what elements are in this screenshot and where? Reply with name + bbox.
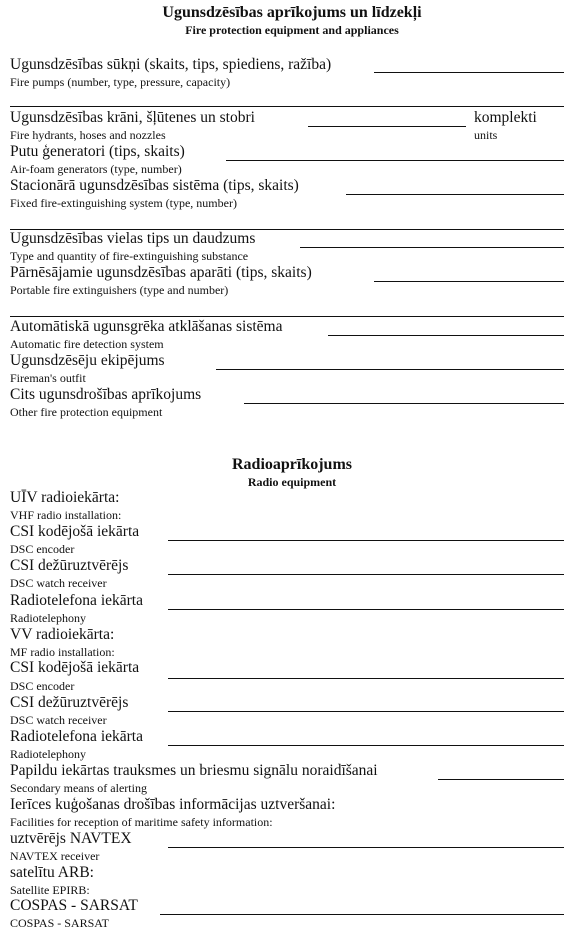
secondary-alerting-label: Papildu iekārtas trauksmes un briesmu signālu noraidīšanai [10,762,378,779]
other-equipment-field[interactable] [244,403,564,404]
secondary-alerting-field[interactable] [438,779,564,780]
fixed-system-label: Stacionārā ugunsdzēsības sistēma (tips, skaits) [10,177,299,194]
epirb-label-en: Satellite EPIRB: [10,883,90,897]
mf-dsc-encoder-field[interactable] [168,678,564,679]
mf-installation-label-en: MF radio installation: [10,645,115,659]
vhf-dsc-watch-field[interactable] [168,574,564,575]
vhf-dsc-encoder-field[interactable] [168,540,564,541]
mf-installation-label: VV radioiekārta: [10,626,115,643]
vhf-dsc-encoder-label-en: DSC encoder [10,542,75,556]
navtex-label: uztvērējs NAVTEX [10,830,132,847]
vhf-radiotelephony-label-en: Radiotelephony [10,611,86,625]
hydrants-sets-label: komplekti [474,109,537,126]
navtex-label-en: NAVTEX receiver [10,849,100,863]
other-equipment-label-en: Other fire protection equipment [10,405,163,419]
vhf-dsc-watch-label: CSI dežūruztvērējs [10,557,129,574]
radio-title-en: Radio equipment [247,475,337,489]
foam-generators-field[interactable] [226,160,564,161]
mf-dsc-encoder-label: CSI kodējošā iekārta [10,659,140,676]
fire-title-en: Fire protection equipment and appliances [185,23,399,37]
other-equipment-label: Cits ugunsdrošības aprīkojums [10,386,202,403]
fire-pumps-label-en: Fire pumps (number, type, pressure, capacity) [10,75,231,89]
substance-field[interactable] [300,247,564,248]
mf-dsc-watch-label: CSI dežūruztvērējs [10,694,129,711]
vhf-installation-label-en: VHF radio installation: [10,508,122,522]
outfit-label-en: Fireman's outfit [10,371,86,385]
outfit-field[interactable] [216,369,564,370]
detection-field[interactable] [328,335,564,336]
epirb-label: satelītu ARB: [10,864,94,881]
fire-pumps-label: Ugunsdzēsības sūkņi (skaits, tips, spiediens, ražība) [10,56,332,73]
msi-facilities-label: Ierīces kuģošanas drošības informācijas uztveršanai: [10,796,336,813]
substance-label: Ugunsdzēsības vielas tips un daudzums [10,230,256,247]
mf-radiotelephony-label-en: Radiotelephony [10,747,86,761]
substance-label-en: Type and quantity of fire-extinguishing substance [10,249,249,263]
mf-dsc-watch-label-en: DSC watch receiver [10,713,107,727]
portable-label-en: Portable fire extinguishers (type and number) [10,283,229,297]
detection-label-en: Automatic fire detection system [10,337,164,351]
vhf-radiotelephony-field[interactable] [168,609,564,610]
radio-title: Radioaprīkojums [231,456,353,473]
fire-title: Ugunsdzēsības aprīkojums un līdzekļi [162,4,422,21]
mf-dsc-encoder-label-en: DSC encoder [10,679,75,693]
portable-field[interactable] [374,281,564,282]
cospas-sarsat-label-en: COSPAS - SARSAT [10,916,109,930]
navtex-field[interactable] [168,847,564,848]
detection-label: Automātiskā ugunsgrēka atklāšanas sistēma [10,318,283,335]
hydrants-label-en: Fire hydrants, hoses and nozzles [10,128,166,142]
foam-generators-label: Putu ģeneratori (tips, skaits) [10,143,185,160]
outfit-label: Ugunsdzēsēju ekipējums [10,352,165,369]
vhf-radiotelephony-label: Radiotelefona iekārta [10,592,143,609]
secondary-alerting-label-en: Secondary means of alerting [10,781,147,795]
section-divider [10,316,564,317]
mf-dsc-watch-field[interactable] [168,711,564,712]
portable-label: Pārnēsājamie ugunsdzēsības aparāti (tips, skaits) [10,264,312,281]
vhf-dsc-watch-label-en: DSC watch receiver [10,576,107,590]
mf-radiotelephony-field[interactable] [168,745,564,746]
fixed-system-label-en: Fixed fire-extinguishing system (type, number) [10,196,237,210]
vhf-dsc-encoder-label: CSI kodējošā iekārta [10,523,140,540]
fixed-system-field[interactable] [346,194,564,195]
hydrants-units-label: units [474,128,498,142]
hydrants-field[interactable] [308,126,466,127]
hydrants-label: Ugunsdzēsības krāni, šļūtenes un stobri [10,109,255,126]
msi-facilities-label-en: Facilities for reception of maritime safety information: [10,815,273,829]
vhf-installation-label: UĪV radioiekārta: [10,489,120,506]
fire-pumps-field[interactable] [374,72,564,73]
foam-generators-label-en: Air-foam generators (type, number) [10,162,182,176]
cospas-sarsat-label: COSPAS - SARSAT [10,897,138,914]
section-divider [10,106,564,107]
cospas-sarsat-field[interactable] [160,914,564,915]
mf-radiotelephony-label: Radiotelefona iekārta [10,728,143,745]
